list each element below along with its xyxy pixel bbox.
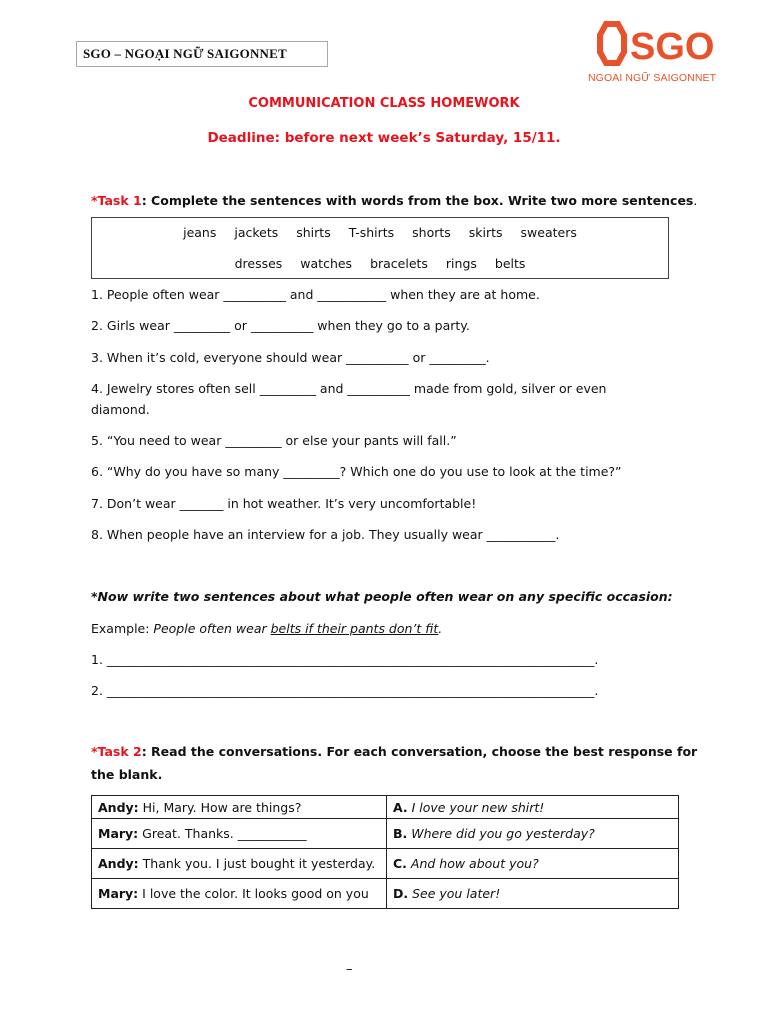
- option-text: I love your new shirt!: [407, 799, 545, 815]
- example-line: [91, 621, 442, 636]
- example-end: .: [438, 621, 443, 636]
- sentence-2: 2. Girls wear _________ or __________ when they go to a party.: [91, 318, 470, 333]
- speaker: Mary:: [98, 886, 139, 901]
- option-text: And how about you?: [406, 856, 539, 871]
- example-underlined: belts if their pants don’t fit: [270, 621, 439, 636]
- task1-heading: [91, 193, 697, 208]
- table-row: [92, 796, 679, 819]
- dialogue-cell: [92, 879, 387, 909]
- answer-line-1[interactable]: 1. ______________________________________________________________________________.: [91, 652, 599, 667]
- word-box-row-1: [92, 225, 668, 240]
- page-title: COMMUNICATION CLASS HOMEWORK: [248, 96, 520, 111]
- sentence-7: 7. Don’t wear _______ in hot weather. It’s very uncomfortable!: [91, 496, 477, 511]
- option-cell[interactable]: [387, 879, 679, 909]
- task1-instruction: : Complete the sentences with words from the box. Write two more sentences: [141, 193, 694, 208]
- logo-text: SGO: [630, 26, 715, 68]
- footer-mark: –: [346, 962, 353, 977]
- speaker: Mary:: [98, 826, 139, 841]
- speaker: Andy:: [98, 856, 139, 871]
- option-letter: B.: [393, 826, 408, 841]
- dialogue-text: Hi, Mary. How are things?: [138, 799, 302, 815]
- dialogue-cell: [92, 796, 387, 819]
- dialogue-cell: [92, 849, 387, 879]
- example-plain: People often wear: [153, 621, 271, 636]
- conversation-table: [91, 795, 679, 909]
- sgo-logo-icon: [588, 20, 718, 72]
- word: belts: [494, 256, 526, 271]
- dialogue-cell: [92, 819, 387, 849]
- word: T-shirts: [348, 225, 395, 240]
- task1-label: *Task 1: [91, 193, 142, 208]
- word: rings: [445, 256, 477, 271]
- sentence-8: 8. When people have an interview for a job. They usually wear ___________.: [91, 527, 560, 542]
- speaker: Andy:: [98, 799, 139, 815]
- task2-instruction: : Read the conversations. For each conversation, choose the best response for: [141, 744, 698, 759]
- sentence-5: 5. “You need to wear _________ or else your pants will fall.”: [91, 433, 457, 448]
- write-heading: *Now write two sentences about what people often wear on any specific occasion:: [91, 589, 673, 604]
- option-cell[interactable]: [387, 819, 679, 849]
- example-label: Example:: [91, 621, 154, 636]
- table-row: [92, 849, 679, 879]
- logo-tagline: NGOAI NGỮ SAIGONNET: [588, 72, 717, 84]
- word: skirts: [468, 225, 503, 240]
- word: shirts: [296, 225, 331, 240]
- option-cell[interactable]: [387, 796, 679, 819]
- sentence-3: 3. When it’s cold, everyone should wear __________ or _________.: [91, 350, 490, 365]
- option-cell[interactable]: [387, 849, 679, 879]
- deadline: Deadline: before next week’s Saturday, 15/11.: [207, 130, 561, 146]
- word-box-row-2: [92, 256, 668, 271]
- word-box: [91, 217, 669, 279]
- option-letter: A.: [393, 799, 408, 815]
- word: watches: [300, 256, 353, 271]
- dialogue-text: Great. Thanks. ___________: [138, 826, 307, 841]
- word: bracelets: [370, 256, 428, 271]
- answer-line-2[interactable]: 2. ______________________________________________________________________________.: [91, 683, 599, 698]
- word: jackets: [234, 225, 279, 240]
- task2-label: *Task 2: [91, 744, 142, 759]
- dialogue-text: I love the color. It looks good on you: [138, 886, 369, 901]
- option-letter: D.: [393, 886, 409, 901]
- sentence-1: 1. People often wear __________ and ___________ when they are at home.: [91, 287, 540, 302]
- task2-instruction-cont: the blank.: [91, 767, 163, 782]
- table-row: [92, 819, 679, 849]
- dialogue-text: Thank you. I just bought it yesterday.: [138, 856, 376, 871]
- task2-heading: [91, 744, 697, 759]
- option-text: See you later!: [408, 886, 501, 901]
- sentence-4: 4. Jewelry stores often sell _________ and __________ made from gold, silver or even: [91, 381, 607, 396]
- word: sweaters: [520, 225, 577, 240]
- sentence-4-cont: diamond.: [91, 402, 150, 417]
- school-label: SGO – NGOẠI NGỮ SAIGONNET: [76, 41, 328, 67]
- word: shorts: [412, 225, 451, 240]
- option-text: Where did you go yesterday?: [407, 826, 595, 841]
- task1-period: .: [693, 193, 698, 208]
- word: jeans: [183, 225, 217, 240]
- table-row: [92, 879, 679, 909]
- option-letter: C.: [393, 856, 407, 871]
- sentence-6: 6. “Why do you have so many _________? Which one do you use to look at the time?”: [91, 464, 622, 479]
- word: dresses: [234, 256, 283, 271]
